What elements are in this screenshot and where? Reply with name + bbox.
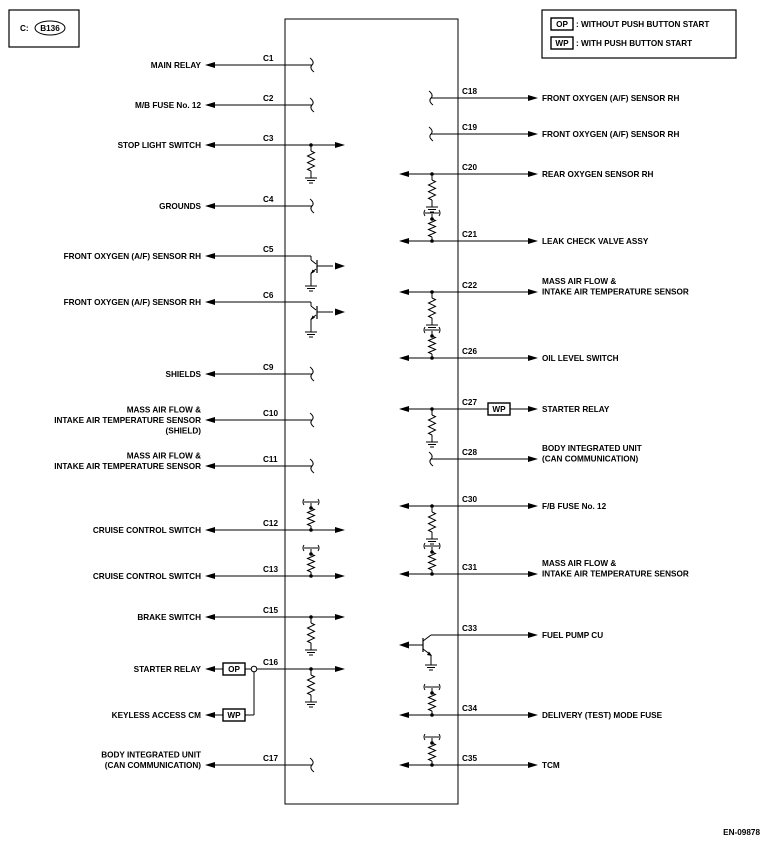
arrow-out [528,712,538,718]
pin-row-left [137,606,345,655]
tag-label: WP [555,39,569,48]
pin-label: FRONT OXYGEN (A/F) SENSOR RH [63,252,201,261]
pin-row-right [399,734,560,770]
pin-row-right [399,277,689,330]
pin-label: BODY INTEGRATED UNIT [101,750,201,760]
pin-label: (CAN COMMUNICATION) [104,761,201,770]
pin-label: DELIVERY (TEST) MODE FUSE [542,711,663,720]
tag-label: WP [227,711,241,720]
pin-number: C6 [263,291,274,300]
pin-number: C9 [263,363,274,372]
arrow-in [399,406,409,412]
pin-label: REAR OXYGEN SENSOR RH [542,170,654,179]
splice-point [251,666,257,672]
ground-symbol [305,650,317,655]
arrow-out [528,238,538,244]
pin-label: (SHIELD) [165,426,201,436]
pin-row-left [101,751,314,773]
pull-resistor [429,415,436,435]
pull-down-network [305,615,317,655]
arrow-out [205,142,215,148]
pin-row-left [54,406,314,436]
arrow-out [528,289,538,295]
pin-label: M/B FUSE No. 12 [135,101,201,110]
pull-resistor [308,151,315,171]
pin-label: TCM [542,761,560,770]
pin-label: BRAKE SWITCH [137,613,201,622]
arrow-out [528,355,538,361]
ground-symbol [305,332,317,337]
pin-row-left [64,245,345,291]
pin-row-left [166,363,315,381]
pin-number: C18 [462,87,478,96]
pin-number: C3 [263,134,274,143]
pin-number: C4 [263,195,274,204]
pin-label: GROUNDS [159,202,201,211]
pin-row-right [399,210,649,246]
pin-row-right [399,398,610,447]
arrow-out [528,632,538,638]
pin-label: MASS AIR FLOW & [126,405,201,415]
arrow-in [399,762,409,768]
arrow-out [205,417,215,423]
squiggle-mark [439,734,440,740]
pin-row-right [399,495,607,544]
pin-number: C34 [462,704,478,713]
pin-label: INTAKE AIR TEMPERATURE SENSOR [54,462,201,471]
tag-label: OP [556,20,568,29]
legend-frame [542,10,736,58]
pin-number: C35 [462,754,478,763]
pin-number: C1 [263,54,274,63]
arrow-out [205,203,215,209]
pin-number: C33 [462,624,478,633]
transistor-symbol [305,256,345,291]
pin-number: C12 [263,519,279,528]
pullup-resistor [308,508,315,526]
pin-label: MAIN RELAY [150,61,201,70]
legend-text: : WITH PUSH BUTTON START [576,39,693,48]
pin-number: C22 [462,281,478,290]
tag-label: OP [228,665,240,674]
pin-label: CRUISE CONTROL SWITCH [92,526,201,535]
squiggle-mark [303,499,304,505]
arrow-in [399,171,409,177]
pin-label: STARTER RELAY [542,405,610,414]
pin-row-right [399,163,654,212]
pull-resistor [308,675,315,695]
pin-label: INTAKE AIR TEMPERATURE SENSOR [542,287,689,297]
pin-label: CRUISE CONTROL SWITCH [92,572,201,581]
pin-label: MASS AIR FLOW & [542,559,617,568]
pin-label: BODY INTEGRATED UNIT [542,444,642,453]
pin-label: (CAN COMMUNICATION) [542,454,639,464]
arrow-out [205,62,215,68]
pin-number: C26 [462,347,478,356]
transistor-collector [311,260,316,264]
pull-up-network [424,210,440,243]
pin-number: C27 [462,398,478,407]
pin-label: SHIELDS [165,370,201,379]
ground-symbol [426,442,438,447]
arrow-in [335,309,345,316]
pin-label: INTAKE AIR TEMPERATURE SENSOR [542,569,689,579]
pin-number: C20 [462,163,478,172]
arrow-out [205,762,215,768]
pin-row-left [93,545,345,581]
pull-up-network [424,543,440,576]
arrow-in [335,263,345,270]
pull-resistor [308,623,315,643]
squiggle-mark [439,327,440,333]
pull-resistor [429,298,436,318]
pin-number: C10 [263,409,279,418]
ground-symbol [426,207,438,212]
pull-down-network [426,290,438,330]
arrow-in [335,573,345,579]
squiggle-mark [424,327,425,333]
arrow-out [205,463,215,469]
connector-id-box [9,10,79,47]
arrow-in [335,614,345,620]
arrow-out [205,371,215,377]
pin-row-left [112,672,254,721]
arrow-out [205,573,215,579]
arrow-in [399,238,409,244]
arrow-in [335,142,345,148]
legend [542,10,736,58]
pullup-resistor [429,552,436,570]
pin-number: C16 [263,658,279,667]
ground-symbol [305,702,317,707]
transistor-collector [423,635,431,641]
pin-row-left [93,499,345,535]
arrow-out [205,527,215,533]
pin-row-left [134,658,345,707]
pin-number: C21 [462,230,478,239]
arrow-out [528,95,538,101]
pull-down-network [426,172,438,212]
tag-label: WP [492,405,506,414]
arrow-in [399,503,409,509]
pin-number: C19 [462,123,478,132]
pullup-resistor [429,693,436,711]
pin-row-right [429,87,679,105]
pin-row-left [118,134,345,183]
arrow-out [528,131,538,137]
pin-number: C31 [462,563,478,572]
squiggle-mark [439,684,440,690]
pin-number: C15 [263,606,279,615]
pin-row-left [151,54,314,72]
pin-label: STARTER RELAY [133,665,201,674]
arrow-in [399,289,409,295]
pin-label: LEAK CHECK VALVE ASSY [542,237,649,246]
pin-label: FRONT OXYGEN (A/F) SENSOR RH [63,298,201,307]
pullup-resistor [429,219,436,237]
pin-label: STOP LIGHT SWITCH [117,141,201,150]
connector-prefix: C: [20,24,29,33]
squiggle-mark [303,545,304,551]
pin-label: F/B FUSE No. 12 [542,502,607,511]
pin-label: MASS AIR FLOW & [126,451,201,461]
arrow-out [205,102,215,108]
arrow-out [528,762,538,768]
squiggle-mark [424,734,425,740]
pull-up-network [303,545,319,578]
arrow-out [528,571,538,577]
pin-number: C2 [263,94,274,103]
pin-row-left [54,452,314,474]
pin-number: C17 [263,754,279,763]
pin-row-right [399,684,663,720]
pin-row-left [135,94,314,112]
squiggle-mark [318,499,319,505]
pull-down-network [305,667,317,707]
pull-down-network [426,407,438,447]
pin-label: FRONT OXYGEN (A/F) SENSOR RH [542,130,680,139]
legend-tag [551,37,573,49]
pullup-resistor [429,743,436,761]
arrow-in [335,527,345,533]
pin-label: OIL LEVEL SWITCH [542,354,619,363]
ground-symbol [426,325,438,330]
squiggle-mark [424,684,425,690]
pin-number: C13 [263,565,279,574]
pin-label: MASS AIR FLOW & [542,277,617,286]
pull-up-network [424,327,440,360]
squiggle-mark [424,543,425,549]
arrow-out [205,614,215,620]
transistor-symbol [305,302,345,337]
option-tag [488,403,510,415]
legend-tag [551,18,573,30]
pull-down-network [305,143,317,183]
pull-up-network [424,734,440,767]
pull-down-network [426,504,438,544]
arrow-out [205,299,215,305]
pin-label: FRONT OXYGEN (A/F) SENSOR RH [542,94,680,103]
arrow-out [528,503,538,509]
pullup-resistor [429,336,436,354]
pin-row-right [399,543,689,579]
squiggle-mark [318,545,319,551]
arrow-out [528,406,538,412]
pin-number: C11 [263,455,278,464]
pin-label: INTAKE AIR TEMPERATURE SENSOR [54,416,201,425]
squiggle-mark [439,210,440,216]
pin-row-right [399,624,603,670]
arrow-out [205,253,215,259]
transistor-collector [311,306,316,310]
pull-up-network [424,684,440,717]
pin-row-right [399,327,619,363]
ground-symbol [426,539,438,544]
pullup-resistor [308,554,315,572]
ground-symbol [425,665,437,670]
pin-row-left [64,291,345,337]
pin-label: FUEL PUMP CU [542,631,604,640]
pin-number: C28 [462,448,478,457]
arrow-in [399,712,409,718]
figure-code: EN-09878 [723,828,760,837]
pin-label: KEYLESS ACCESS CM [111,711,201,720]
arrow-out [528,171,538,177]
pin-number: C5 [263,245,274,254]
pin-number: C30 [462,495,478,504]
arrow-out [205,712,215,718]
arrow-in [399,571,409,577]
option-tag [223,709,245,721]
arrow-out [205,666,215,672]
squiggle-mark [424,210,425,216]
transistor-symbol [399,632,538,670]
legend-text: : WITHOUT PUSH BUTTON START [576,20,710,29]
option-tag [223,663,245,675]
squiggle-mark [439,543,440,549]
pull-resistor [429,512,436,532]
connector-code: B136 [40,24,60,33]
pull-up-network [303,499,319,532]
pull-resistor [429,180,436,200]
arrow-in [399,355,409,361]
arrow-in [335,666,345,672]
pin-row-right [429,444,642,466]
arrow-in [399,642,409,649]
ground-symbol [305,286,317,291]
arrow-out [528,456,538,462]
pin-row-right [429,123,679,141]
pin-row-left [159,195,314,213]
ground-symbol [305,178,317,183]
